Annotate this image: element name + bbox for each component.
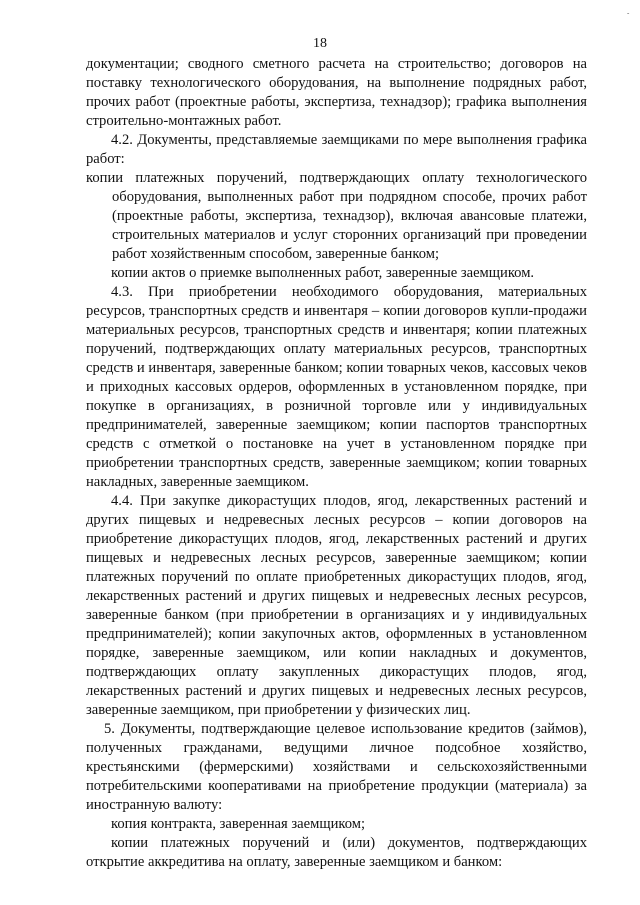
paragraph-5: 5. Документы, подтверждающие целевое использование кредитов (займов), полученных гражданами, ведущими личное подсобное хозяйство, крестьянскими (фермерскими) хозяйствами и сельскохозяйственными потребительскими кооперативами на приобретение продукции (материала) за иностранную валюту: <box>86 721 587 813</box>
paragraph-5-item-payment-orders: копии платежных поручений и (или) документов, подтверждающих открытие аккредитива на оплату, заверенные заемщиком и банком: <box>86 835 587 870</box>
paragraph-4-2-item-acceptance-acts: копии актов о приемке выполненных работ, заверенные заемщиком. <box>111 265 535 281</box>
page-number: 18 <box>313 36 327 51</box>
corner-mark: - <box>627 9 630 17</box>
paragraph-4-2-item-payment-orders: копии платежных поручений, подтверждающих оплату технологического оборудования, выполненных работ при подрядном способе, прочих работ (проектные работы, экспертиза, технадзор), включая авансовые платежи, строительных материалов и услуг сторонних организаций при проведении работ хозяйственным способом, заверенные банком; <box>86 170 587 262</box>
document-body <box>86 55 587 872</box>
paragraph-4-3: 4.3. При приобретении необходимого оборудования, материальных ресурсов, транспортных средств и инвентаря – копии договоров купли-продажи материальных ресурсов, транспортных средств и инвентаря; копии платежных поручений, подтверждающих оплату материальных ресурсов, транспортных средств и инвентаря, заверенные банком; копии товарных чеков, кассовых чеков и приходных кассовых ордеров, оформленных в установленном порядке, при покупке в организациях, в розничной торговле или у индивидуальных предпринимателей, заверенные заемщиком; копии паспортов транспортных средств с отметкой о постановке на учет в установленном порядке при приобретении транспортных средств, заверенные заемщиком; копии товарных накладных, заверенные заемщиком. <box>86 284 587 490</box>
paragraph-4-4: 4.4. При закупке дикорастущих плодов, ягод, лекарственных растений и других пищевых и недревесных лесных ресурсов – копии договоров на приобретение дикорастущих плодов, ягод, лекарственных растений и других пищевых и недревесных лесных ресурсов, заверенные заемщиком; копии платежных поручений по оплате приобретенных дикорастущих плодов, ягод, лекарственных растений и других пищевых и недревесных лесных ресурсов, заверенные банком (при приобретении в организациях и у индивидуальных предпринимателей); копии закупочных актов, оформленных в установленном порядке, заверенные заемщиком, или копии накладных и документов, подтверждающих оплату закупленных дикорастущих плодов, ягод, лекарственных растений и других пищевых и недревесных лесных ресурсов, заверенные заемщиком, при приобретении у физических лиц. <box>86 493 587 718</box>
paragraph-continuation: документации; сводного сметного расчета на строительство; договоров на поставку технологического оборудования, на выполнение подрядных работ, прочих работ (проектные работы, экспертиза, технадзор); графика выполнения строительно-монтажных работ. <box>86 56 587 129</box>
paragraph-4-2-heading: 4.2. Документы, представляемые заемщиками по мере выполнения графика работ: <box>86 132 587 167</box>
paragraph-5-item-contract: копия контракта, заверенная заемщиком; <box>111 816 366 832</box>
